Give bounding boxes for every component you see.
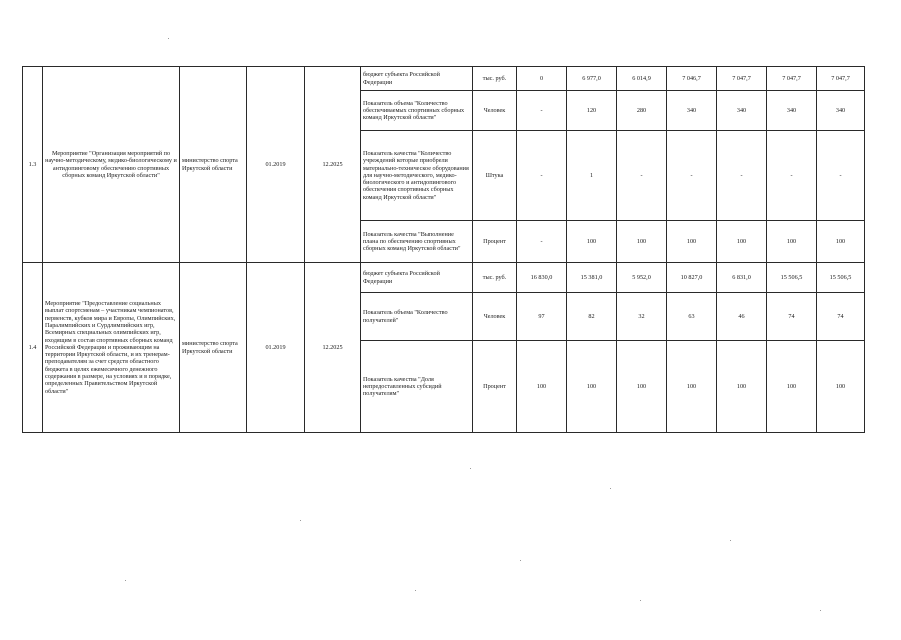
indicator-name: Показатель объема "Количество получателей" — [361, 293, 473, 341]
value-cell: - — [517, 91, 567, 131]
end-date: 12.2025 — [305, 67, 361, 263]
row-number: 1.3 — [23, 67, 43, 263]
value-cell: 340 — [717, 91, 767, 131]
value-cell: 100 — [617, 221, 667, 263]
value-cell: 280 — [617, 91, 667, 131]
indicator-name: Показатель качества "Выполнение плана по обеспечению спортивных сборных команд Иркутской области" — [361, 221, 473, 263]
value-cell: 100 — [567, 341, 617, 433]
value-cell: 10 827,0 — [667, 263, 717, 293]
value-cell: 100 — [717, 341, 767, 433]
indicator-unit: тыс. руб. — [473, 263, 517, 293]
value-cell: - — [617, 131, 667, 221]
value-cell: 100 — [817, 341, 865, 433]
value-cell: 6 977,0 — [567, 67, 617, 91]
value-cell: 15 506,5 — [817, 263, 865, 293]
value-cell: 46 — [717, 293, 767, 341]
value-cell: 82 — [567, 293, 617, 341]
value-cell: 7 047,7 — [767, 67, 817, 91]
measure-description: Мероприятие "Предоставление социальных выплат спортсменам – участникам чемпионатов, первенств, кубков мира и Европы, Олимпийских, Паралимпийских и Сурдлимпийских игр, Всемирных специальных олимпийских игр, входящим в состав спортивных сборных команд Российской Федерации и проживающим на территории Иркутской области, и их тренерам-преподавателям за счет средств областного бюджета в целях ежемесячного денежного содержания в размере, на условиях и в порядке, определенных Правительством Иркутской области" — [43, 263, 180, 433]
value-cell: 100 — [767, 221, 817, 263]
value-cell: 97 — [517, 293, 567, 341]
indicator-name: бюджет субъекта Российской Федерации — [361, 67, 473, 91]
value-cell: 7 046,7 — [667, 67, 717, 91]
value-cell: 100 — [567, 221, 617, 263]
value-cell: 100 — [667, 221, 717, 263]
value-cell: 0 — [517, 67, 567, 91]
indicator-unit: Человек — [473, 293, 517, 341]
value-cell: - — [517, 221, 567, 263]
value-cell: 7 047,7 — [717, 67, 767, 91]
value-cell: 120 — [567, 91, 617, 131]
start-date: 01.2019 — [247, 67, 305, 263]
value-cell: 32 — [617, 293, 667, 341]
value-cell: 100 — [817, 221, 865, 263]
executor: министерство спорта Иркутской области — [180, 67, 247, 263]
value-cell: - — [517, 131, 567, 221]
value-cell: 5 952,0 — [617, 263, 667, 293]
value-cell: - — [717, 131, 767, 221]
value-cell: 7 047,7 — [817, 67, 865, 91]
indicator-unit: Процент — [473, 221, 517, 263]
table-row — [23, 67, 865, 91]
value-cell: 100 — [517, 341, 567, 433]
value-cell: 74 — [817, 293, 865, 341]
value-cell: 100 — [667, 341, 717, 433]
value-cell: 1 — [567, 131, 617, 221]
value-cell: - — [817, 131, 865, 221]
end-date: 12.2025 — [305, 263, 361, 433]
indicator-name: Показатель объема "Количество обеспечиваемых спортивных сборных команд Иркутской области" — [361, 91, 473, 131]
measure-description: Мероприятие "Организация мероприятий по научно-методическому, медико-биологическому и антидопинговому обеспечению спортивных сборных команд Иркутской области" — [43, 67, 180, 263]
value-cell: 100 — [717, 221, 767, 263]
value-cell: 16 830,0 — [517, 263, 567, 293]
indicator-name: бюджет субъекта Российской Федерации — [361, 263, 473, 293]
executor: министерство спорта Иркутской области — [180, 263, 247, 433]
indicator-name: Показатель качества "Количество учреждений которые приобрели материально-техническое оборудования для научно-методического, медико-биологического и антидопингового обеспечения спортивных сборных команд Иркутской области" — [361, 131, 473, 221]
indicator-unit: Человек — [473, 91, 517, 131]
value-cell: 74 — [767, 293, 817, 341]
program-table — [22, 66, 865, 433]
indicator-name: Показатель качества "Доля непредоставленных субсидий получателям" — [361, 341, 473, 433]
value-cell: 340 — [767, 91, 817, 131]
value-cell: 100 — [617, 341, 667, 433]
indicator-unit: Процент — [473, 341, 517, 433]
value-cell: 15 381,0 — [567, 263, 617, 293]
value-cell: 100 — [767, 341, 817, 433]
value-cell: 15 506,5 — [767, 263, 817, 293]
value-cell: 63 — [667, 293, 717, 341]
indicator-unit: Штука — [473, 131, 517, 221]
value-cell: 6 831,0 — [717, 263, 767, 293]
value-cell: 340 — [667, 91, 717, 131]
value-cell: 6 014,9 — [617, 67, 667, 91]
value-cell: - — [667, 131, 717, 221]
table-row — [23, 263, 865, 293]
start-date: 01.2019 — [247, 263, 305, 433]
value-cell: - — [767, 131, 817, 221]
value-cell: 340 — [817, 91, 865, 131]
row-number: 1.4 — [23, 263, 43, 433]
indicator-unit: тыс. руб. — [473, 67, 517, 91]
